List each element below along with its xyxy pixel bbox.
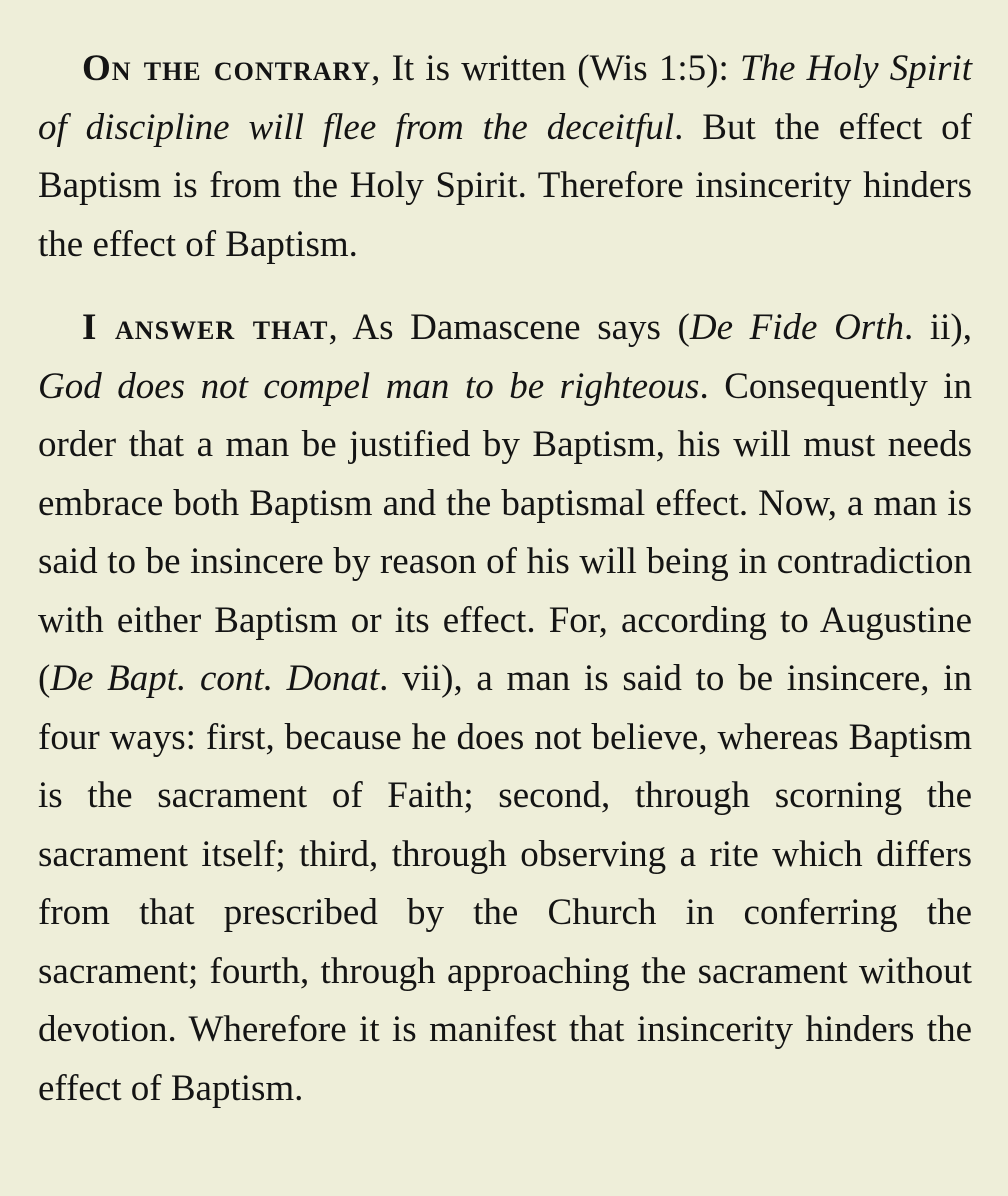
paragraph-lead: On the contrary (82, 48, 372, 89)
body-text: . ii), (903, 307, 972, 348)
paragraph-i-answer-that (38, 299, 972, 1118)
body-text: , It is written (Wis 1:5): (371, 48, 740, 89)
cited-work-title: De Fide Orth (689, 307, 904, 348)
paragraph-on-the-contrary (38, 40, 972, 274)
quotation: God does not compel man to be righteous (38, 365, 700, 407)
paragraph-lead: I answer that (82, 307, 329, 348)
body-text: . But the effect of Baptism is from the Holy Spirit. Therefore insincerity hinders the effect of Baptism. (38, 106, 972, 265)
body-text: , As Damascene says ( (328, 307, 690, 348)
cited-work-title: De Bapt. cont. Donat (50, 658, 380, 699)
body-text: . vii), a man is said to be insincere, in four ways: first, because he does not believe, whereas Baptism is the sacrament of Faith; second, through scorning the sacrament itself; third, through observing a rite which differs from that prescribed by the Church in conferring the sacrament; fourth, through approaching the sacrament without devotion. Wherefore it is manifest that insincerity hinders the effect of Baptism. (38, 658, 972, 1109)
body-text: . Consequently in order that a man be justified by Baptism, his will must needs embrace both Baptism and the baptismal effect. Now, a man is said to be insincere by reason of his will being in contradiction with either Baptism or its effect. For, according to Augustine ( (38, 365, 973, 699)
scripture-quote: The Holy Spirit of discipline will flee from the deceitful (38, 48, 972, 148)
